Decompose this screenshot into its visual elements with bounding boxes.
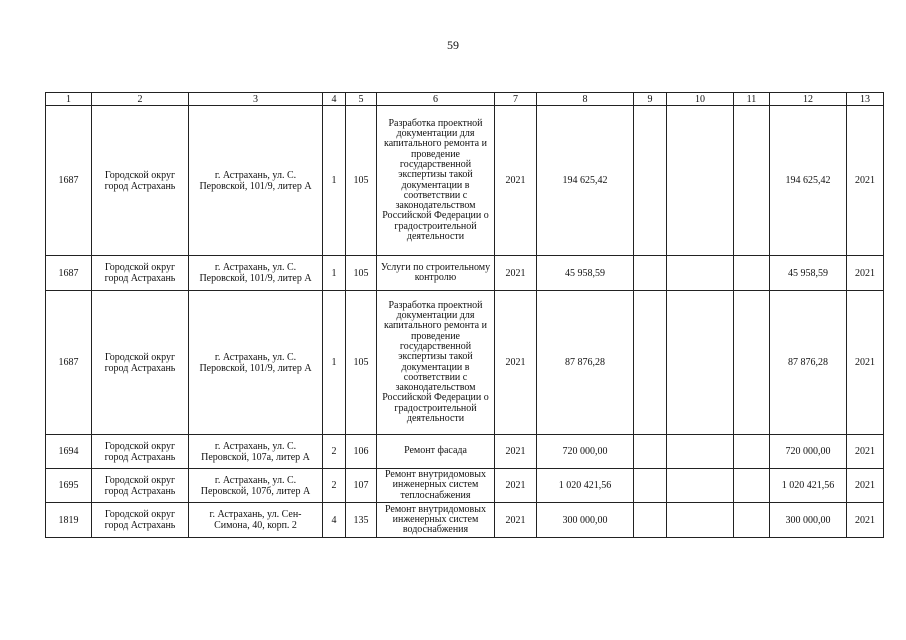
work-type-cell: Ремонт фасада (377, 435, 495, 469)
completion-year-cell: 2021 (847, 106, 884, 256)
amount-cell: 194 625,42 (537, 106, 634, 256)
address-cell: г. Астрахань, ул. Сен-Симона, 40, корп. 2 (189, 503, 323, 538)
cell-col4: 1 (323, 256, 346, 291)
cell-col10 (667, 503, 734, 538)
address-cell: г. Астрахань, ул. С. Перовской, 101/9, литер А (189, 106, 323, 256)
row-number: 1687 (46, 291, 92, 435)
municipality-cell: Городской округ город Астрахань (92, 435, 189, 469)
completion-year-cell: 2021 (847, 503, 884, 538)
cell-col10 (667, 291, 734, 435)
cell-col11 (734, 291, 770, 435)
completion-year-cell: 2021 (847, 291, 884, 435)
completion-year-cell: 2021 (847, 435, 884, 469)
row-number: 1695 (46, 469, 92, 503)
total-amount-cell: 720 000,00 (770, 435, 847, 469)
total-amount-cell: 300 000,00 (770, 503, 847, 538)
address-cell: г. Астрахань, ул. С. Перовской, 107а, литер А (189, 435, 323, 469)
cell-col10 (667, 106, 734, 256)
amount-cell: 87 876,28 (537, 291, 634, 435)
row-number: 1687 (46, 106, 92, 256)
table-row (46, 435, 884, 469)
cell-col4: 4 (323, 503, 346, 538)
cell-col11 (734, 106, 770, 256)
cell-col4: 1 (323, 106, 346, 256)
table-row (46, 106, 884, 256)
completion-year-cell: 2021 (847, 469, 884, 503)
table-row (46, 469, 884, 503)
year-cell: 2021 (495, 503, 537, 538)
row-number: 1819 (46, 503, 92, 538)
column-header: 7 (495, 93, 537, 106)
column-header: 1 (46, 93, 92, 106)
amount-cell: 720 000,00 (537, 435, 634, 469)
column-header: 4 (323, 93, 346, 106)
column-header: 9 (634, 93, 667, 106)
year-cell: 2021 (495, 435, 537, 469)
cell-col5: 105 (346, 106, 377, 256)
municipality-cell: Городской округ город Астрахань (92, 503, 189, 538)
column-header: 3 (189, 93, 323, 106)
cell-col10 (667, 435, 734, 469)
header-row (46, 93, 884, 106)
row-number: 1687 (46, 256, 92, 291)
total-amount-cell: 194 625,42 (770, 106, 847, 256)
cell-col9 (634, 435, 667, 469)
cell-col9 (634, 256, 667, 291)
table-row (46, 503, 884, 538)
work-type-cell: Услуги по строительному контролю (377, 256, 495, 291)
total-amount-cell: 87 876,28 (770, 291, 847, 435)
address-cell: г. Астрахань, ул. С. Перовской, 101/9, литер А (189, 256, 323, 291)
page-number: 59 (447, 38, 459, 52)
cell-col4: 1 (323, 291, 346, 435)
completion-year-cell: 2021 (847, 256, 884, 291)
amount-cell: 45 958,59 (537, 256, 634, 291)
amount-cell: 1 020 421,56 (537, 469, 634, 503)
year-cell: 2021 (495, 291, 537, 435)
work-type-cell: Разработка проектной документации для капитального ремонта и проведение государственной экспертизы такой документации в соответствии с законодательством Российской Федерации о градостроительной деятельности (377, 106, 495, 256)
cell-col5: 135 (346, 503, 377, 538)
column-header: 11 (734, 93, 770, 106)
column-header: 6 (377, 93, 495, 106)
table-row (46, 291, 884, 435)
cell-col11 (734, 469, 770, 503)
column-header: 10 (667, 93, 734, 106)
cell-col9 (634, 503, 667, 538)
cell-col4: 2 (323, 469, 346, 503)
cell-col9 (634, 291, 667, 435)
cell-col11 (734, 503, 770, 538)
cell-col5: 105 (346, 256, 377, 291)
column-header: 12 (770, 93, 847, 106)
cell-col9 (634, 469, 667, 503)
municipality-cell: Городской округ город Астрахань (92, 469, 189, 503)
cell-col10 (667, 256, 734, 291)
column-header: 5 (346, 93, 377, 106)
year-cell: 2021 (495, 106, 537, 256)
municipality-cell: Городской округ город Астрахань (92, 256, 189, 291)
repair-schedule-table (45, 92, 884, 538)
work-type-cell: Разработка проектной документации для капитального ремонта и проведение государственной экспертизы такой документации в соответствии с законодательством Российской Федерации о градостроительной деятельности (377, 291, 495, 435)
amount-cell: 300 000,00 (537, 503, 634, 538)
work-type-cell: Ремонт внутридомовых инженерных систем водоснабжения (377, 503, 495, 538)
work-type-cell: Ремонт внутридомовых инженерных систем теплоснабжения (377, 469, 495, 503)
cell-col5: 105 (346, 291, 377, 435)
year-cell: 2021 (495, 469, 537, 503)
municipality-cell: Городской округ город Астрахань (92, 106, 189, 256)
total-amount-cell: 1 020 421,56 (770, 469, 847, 503)
cell-col9 (634, 106, 667, 256)
address-cell: г. Астрахань, ул. С. Перовской, 101/9, литер А (189, 291, 323, 435)
cell-col11 (734, 256, 770, 291)
cell-col4: 2 (323, 435, 346, 469)
cell-col11 (734, 435, 770, 469)
column-header: 2 (92, 93, 189, 106)
address-cell: г. Астрахань, ул. С. Перовской, 107б, литер А (189, 469, 323, 503)
column-header: 8 (537, 93, 634, 106)
cell-col10 (667, 469, 734, 503)
year-cell: 2021 (495, 256, 537, 291)
total-amount-cell: 45 958,59 (770, 256, 847, 291)
cell-col5: 107 (346, 469, 377, 503)
row-number: 1694 (46, 435, 92, 469)
table-row (46, 256, 884, 291)
cell-col5: 106 (346, 435, 377, 469)
municipality-cell: Городской округ город Астрахань (92, 291, 189, 435)
column-header: 13 (847, 93, 884, 106)
